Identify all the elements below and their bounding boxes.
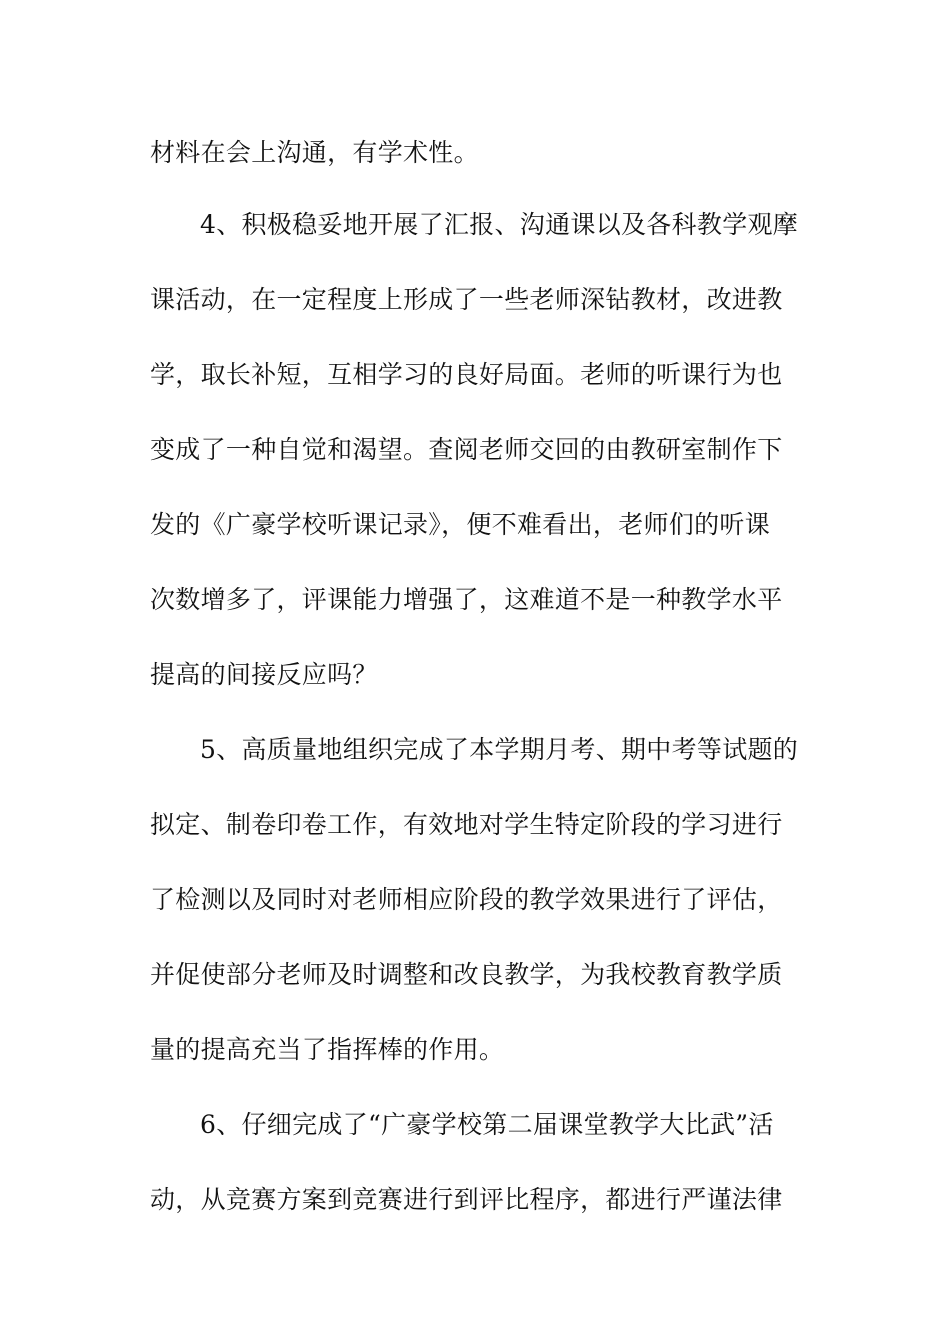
text-line: 了检测以及同时对老师相应阶段的教学效果进行了评估， <box>150 885 783 914</box>
text-line: 变成了一种自觉和渴望。查阅老师交回的由教研室制作下 <box>150 435 783 464</box>
paragraph-6-first-line: 6、仔细完成了“广豪学校第二届课堂教学大比武”活 <box>200 1110 774 1139</box>
text-line: 拟定、制卷印卷工作，有效地对学生特定阶段的学习进行 <box>150 810 783 839</box>
text-line: 量的提高充当了指挥棒的作用。 <box>150 1035 505 1064</box>
paragraph-4-first-line: 4、积极稳妥地开展了汇报、沟通课以及各科教学观摩 <box>200 210 799 239</box>
text-line: 次数增多了，评课能力增强了，这难道不是一种教学水平 <box>150 585 783 614</box>
text-line: 动，从竞赛方案到竞赛进行到评比程序，都进行严谨法律 <box>150 1185 783 1214</box>
text-line: 学，取长补短，互相学习的良好局面。老师的听课行为也 <box>150 360 783 389</box>
text-line: 课活动，在一定程度上形成了一些老师深钻教材，改进教 <box>150 285 783 314</box>
text-line: 发的《广豪学校听课记录》，便不难看出，老师们的听课 <box>150 510 771 539</box>
text-line: 并促使部分老师及时调整和改良教学，为我校教育教学质 <box>150 960 783 989</box>
paragraph-5-first-line: 5、高质量地组织完成了本学期月考、期中考等试题的 <box>200 735 799 764</box>
text-line: 材料在会上沟通，有学术性。 <box>150 138 479 167</box>
text-line: 提高的间接反应吗？ <box>150 660 378 689</box>
